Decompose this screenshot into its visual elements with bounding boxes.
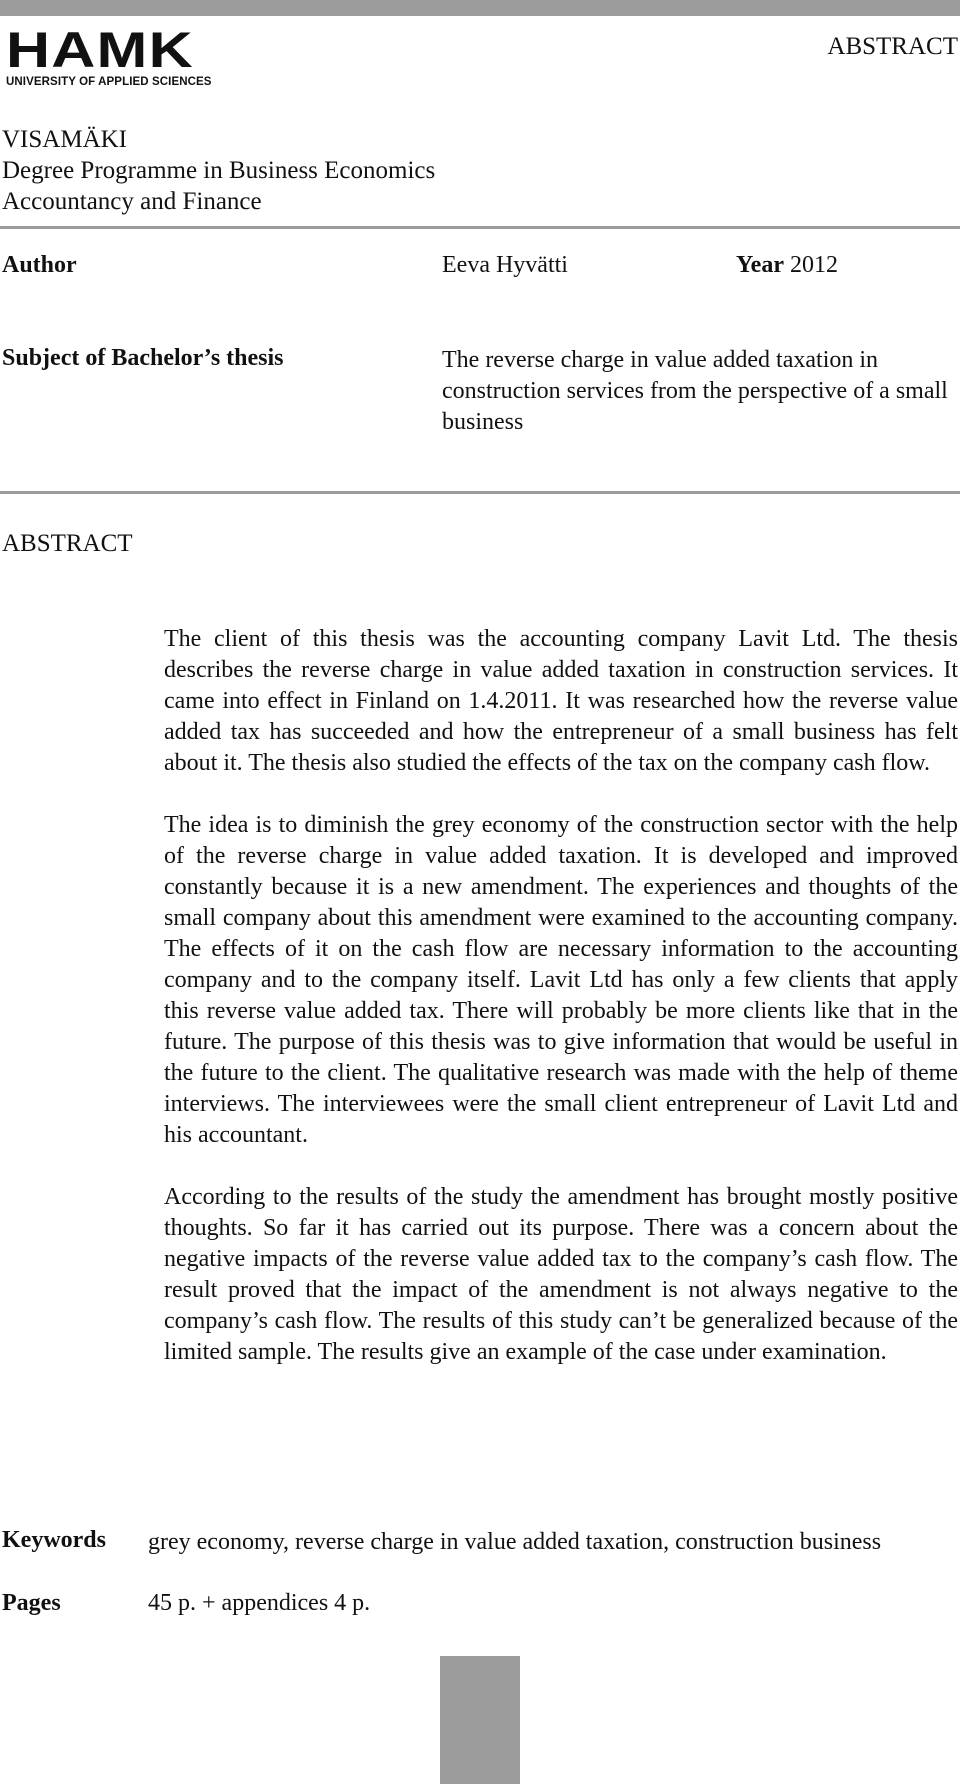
- pages-value: 45 p. + appendices 4 p.: [148, 1590, 371, 1616]
- divider-middle: [0, 491, 960, 494]
- divider-top: [0, 226, 960, 229]
- abstract-paragraph-2: The idea is to diminish the grey economy of the construction sector with the help of the reverse charge in value added taxation. It is developed and improved constantly because it is a new amendment. The experiences and thoughts of the small company about this amendment were examined to the accounting company. The effects of it on the cash flow are necessary information to the accounting company and to the company itself. Lavit Ltd has only a few clients that apply this reverse value added tax. There will probably be more clients like that in the future. The purpose of this thesis was to give information that would be useful in the future to the client. The qualitative research was made with the help of theme interviews. The interviewees were the small client entrepreneur of Lavit Ltd and his accountant.: [164, 812, 958, 1148]
- abstract-paragraph-3: According to the results of the study the amendment has brought mostly positive thoughts. So far it has carried out its purpose. There was a concern about the negative impacts of the reverse value added tax to the company’s cash flow. The result proved that the impact of the amendment is not always negative to the company’s cash flow. The results of this study can’t be generalized because of the limited sample. The results give an example of the case under examination.: [164, 1184, 958, 1365]
- subject-label: Subject of Bachelor’s thesis: [2, 345, 284, 371]
- keywords-label: Keywords: [2, 1527, 106, 1553]
- programme-header: [2, 124, 435, 217]
- abstract-heading: ABSTRACT: [2, 530, 133, 557]
- logo-wordmark: HAMK: [6, 22, 194, 78]
- abstract-paragraph-1: The client of this thesis was the accounting company Lavit Ltd. The thesis describes the reverse charge in value added taxation in construction services. It came into effect in Finland on 1.4.2011. It was researched how the reverse value added tax has succeeded and how the entrepreneur of a small business has felt about it. The thesis also studied the effects of the tax on the company cash flow.: [164, 626, 958, 776]
- footer-block: [440, 1656, 520, 1784]
- year-value: 2012: [789, 252, 838, 278]
- abstract-body: [164, 624, 958, 1399]
- logo-subtitle: UNIVERSITY OF APPLIED SCIENCES: [6, 76, 212, 88]
- author-label: Author: [2, 252, 77, 278]
- thesis-subject: The reverse charge in value added taxation in construction services from the perspective of a small business: [442, 347, 948, 435]
- pages-label: Pages: [2, 1590, 61, 1616]
- keywords-value: grey economy, reverse charge in value added taxation, construction business: [148, 1529, 882, 1555]
- document-type: ABSTRACT: [827, 33, 958, 60]
- degree-programme: Degree Programme in Business Economics: [2, 157, 436, 184]
- campus-name: VISAMÄKI: [2, 126, 127, 153]
- hamk-logo: [6, 22, 246, 88]
- author-name: Eeva Hyvätti: [442, 252, 568, 278]
- top-bar: [0, 0, 960, 16]
- year-label: Year: [736, 252, 784, 278]
- specialisation: Accountancy and Finance: [2, 188, 262, 215]
- year-field: [736, 252, 838, 279]
